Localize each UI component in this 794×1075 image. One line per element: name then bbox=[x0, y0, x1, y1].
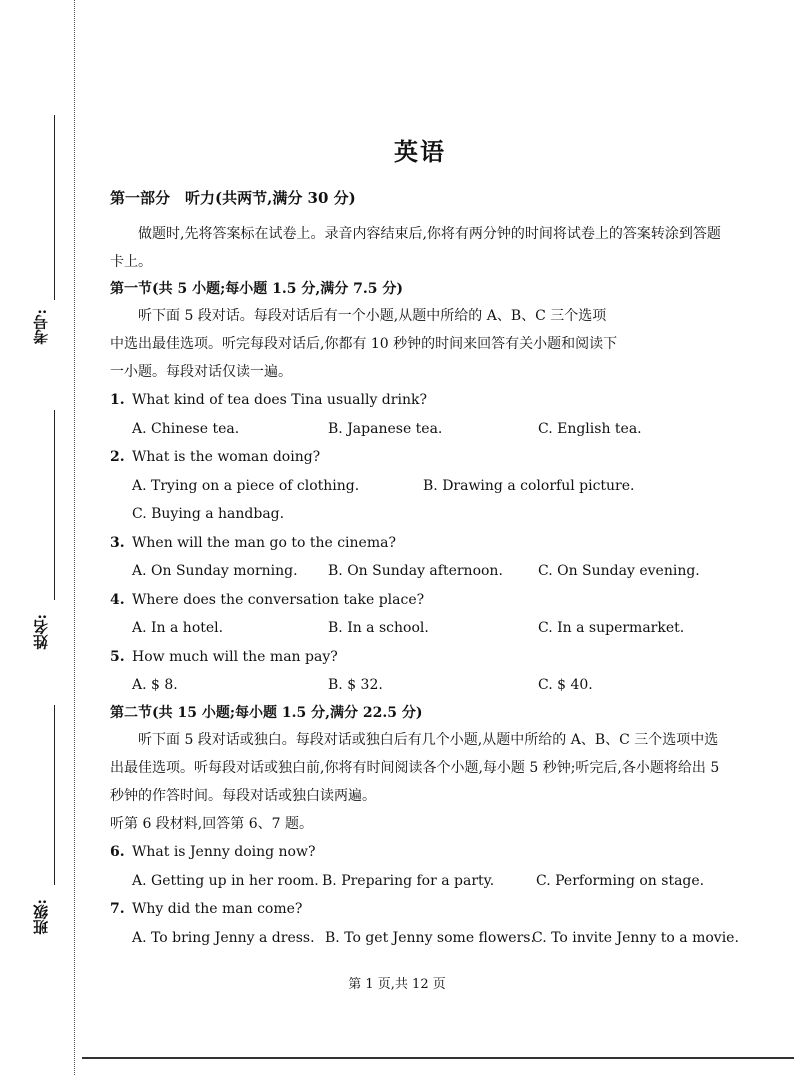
option-a[interactable]: A. On Sunday morning. bbox=[132, 563, 298, 579]
question-text: What kind of tea does Tina usually drink? bbox=[132, 392, 427, 408]
page-title: 英语 bbox=[394, 137, 446, 166]
option-a[interactable]: A. Chinese tea. bbox=[132, 420, 240, 437]
name-label: 姓名: bbox=[32, 614, 50, 650]
option-b[interactable]: B. Japanese tea. bbox=[328, 420, 443, 437]
option-c[interactable]: C. English tea. bbox=[538, 420, 642, 437]
section-one-instructions: 听下面 5 段对话。每段对话后有一个小题,从题中所给的 A、B、C 三个选项中选出最佳选项。听完每段对话后,你都有 10 秒钟的时间来回答有关小题和阅读下一小题。每段对话仅读一遍。 bbox=[110, 308, 618, 380]
question-number: 6. bbox=[110, 844, 125, 860]
binding-margin bbox=[0, 0, 78, 1075]
name-field[interactable] bbox=[30, 410, 60, 650]
question-7 bbox=[110, 895, 739, 952]
question-text: Where does the conversation take place? bbox=[132, 591, 425, 608]
question-3 bbox=[110, 529, 730, 586]
question-text: Why did the man come? bbox=[132, 901, 303, 917]
exam-number-field[interactable] bbox=[30, 115, 60, 345]
question-6 bbox=[110, 838, 730, 895]
binding-dotted-line bbox=[74, 0, 75, 1075]
option-b[interactable]: B. $ 32. bbox=[328, 677, 383, 693]
question-text: What is the woman doing? bbox=[132, 449, 321, 465]
option-c[interactable]: C. On Sunday evening. bbox=[538, 563, 700, 579]
exam-number-underline bbox=[54, 115, 55, 300]
question-number: 3. bbox=[110, 534, 125, 551]
name-underline bbox=[54, 410, 55, 600]
option-a[interactable]: A. $ 8. bbox=[132, 677, 178, 693]
option-a[interactable]: A. Getting up in her room. bbox=[132, 872, 319, 889]
section-two-instructions: 听下面 5 段对话或独白。每段对话或独白后有几个小题,从题中所给的 A、B、C 三个选项中选出最佳选项。听每段对话或独白前,你将有时间阅读各个小题,每小题 5 秒钟;听完后,各小题将给出 5 秒钟的作答时间。每段对话或独白读两遍。 bbox=[110, 731, 720, 804]
option-b[interactable]: B. To get Jenny some flowers. bbox=[325, 929, 535, 946]
question-number: 2. bbox=[110, 449, 125, 465]
material-note: 听第 6 段材料,回答第 6、7 题。 bbox=[110, 815, 313, 832]
option-a[interactable]: A. Trying on a piece of clothing. bbox=[132, 477, 360, 494]
question-number: 1. bbox=[110, 392, 125, 408]
option-b[interactable]: B. In a school. bbox=[328, 620, 429, 636]
question-1 bbox=[110, 386, 730, 443]
question-4 bbox=[110, 586, 730, 643]
option-a[interactable]: A. To bring Jenny a dress. bbox=[132, 929, 315, 946]
question-2 bbox=[110, 443, 730, 529]
question-number: 4. bbox=[110, 591, 125, 608]
class-label: 班级: bbox=[32, 899, 50, 935]
option-b[interactable]: B. On Sunday afternoon. bbox=[328, 563, 503, 579]
option-b[interactable]: B. Preparing for a party. bbox=[322, 872, 495, 889]
exam-number-label: 考号: bbox=[32, 309, 50, 345]
part-one-heading: 第一部分 听力(共两节,满分 30 分) bbox=[110, 189, 356, 207]
class-underline bbox=[54, 705, 55, 885]
class-field[interactable] bbox=[30, 705, 60, 935]
option-c[interactable]: C. Performing on stage. bbox=[536, 872, 705, 889]
question-number: 5. bbox=[110, 648, 125, 665]
bottom-border-line bbox=[82, 1057, 794, 1059]
section-one-heading: 第一节(共 5 小题;每小题 1.5 分,满分 7.5 分) bbox=[110, 281, 403, 297]
part-one-intro: 做题时,先将答案标在试卷上。录音内容结束后,你将有两分钟的时间将试卷上的答案转涂到答题卡上。 bbox=[110, 226, 721, 270]
question-text: How much will the man pay? bbox=[132, 648, 338, 665]
question-text: When will the man go to the cinema? bbox=[132, 534, 396, 551]
option-b[interactable]: B. Drawing a colorful picture. bbox=[423, 477, 635, 494]
question-number: 7. bbox=[110, 901, 125, 917]
option-c[interactable]: C. Buying a handbag. bbox=[132, 506, 285, 522]
exam-content bbox=[110, 132, 739, 952]
option-c[interactable]: C. To invite Jenny to a movie. bbox=[532, 929, 739, 946]
question-text: What is Jenny doing now? bbox=[132, 844, 316, 860]
option-c[interactable]: C. In a supermarket. bbox=[538, 620, 685, 636]
question-5 bbox=[110, 643, 730, 700]
option-a[interactable]: A. In a hotel. bbox=[132, 620, 224, 636]
page-footer: 第 1 页,共 12 页 bbox=[348, 977, 446, 992]
option-c[interactable]: C. $ 40. bbox=[538, 677, 593, 693]
section-two-heading: 第二节(共 15 小题;每小题 1.5 分,满分 22.5 分) bbox=[110, 704, 423, 721]
